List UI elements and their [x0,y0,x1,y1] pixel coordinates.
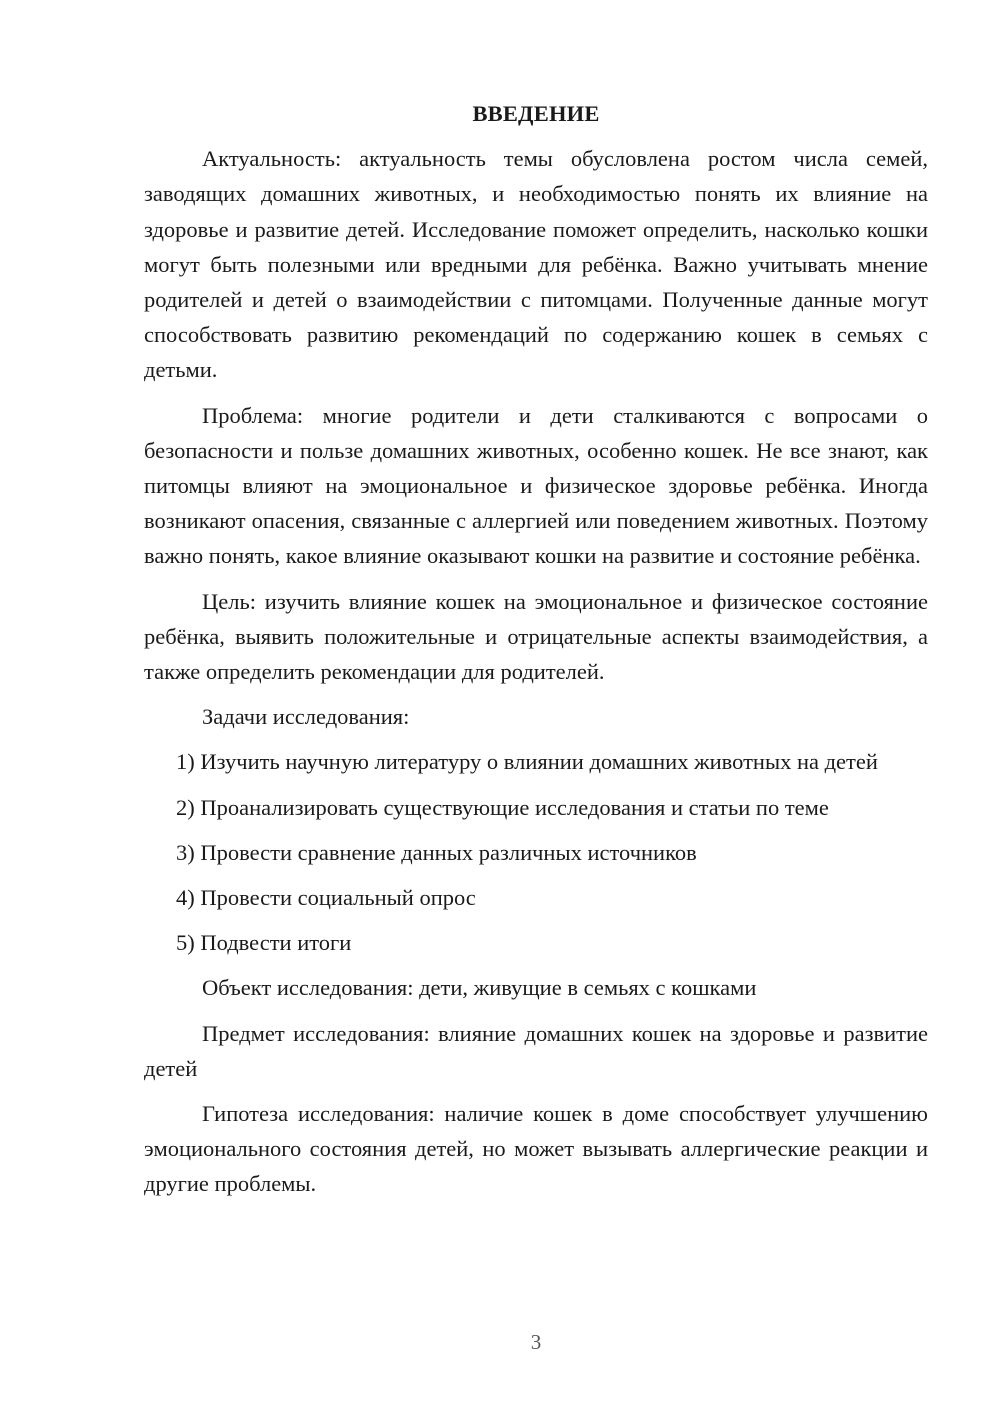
relevance-paragraph: Актуальность: актуальность темы обусловлена ростом числа семей, заводящих домашних животных, и необходимостью понять их влияние на здоровье и развитие детей. Исследование поможет определить, насколько кошки могут быть полезными или вредными для ребёнка. Важно учитывать мнение родителей и детей о взаимодействии с питомцами. Полученные данные могут способствовать развитию рекомендаций по содержанию кошек в семьях с детьми. [144,146,928,383]
tasks-heading: Задачи исследования: [202,704,410,730]
task-item: 1) Изучить научную литературу о влиянии домашних животных на детей [176,749,878,775]
research-subject-paragraph: Предмет исследования: влияние домашних кошек на здоровье и развитие детей [144,1020,928,1081]
task-item: 3) Провести сравнение данных различных источников [176,839,697,865]
problem-paragraph: Проблема: многие родители и дети сталкиваются с вопросами о безопасности и пользе домашних животных, особенно кошек. Не все знают, как питомцы влияют на эмоциональное и физическое здоровье ребёнка. Иногда возникают опасения, связанные с аллергией или поведением животных. Поэтому важно понять, какое влияние оказывают кошки на развитие и состояние ребёнка. [144,402,928,569]
goal-paragraph: Цель: изучить влияние кошек на эмоциональное и физическое состояние ребёнка, выявить положительные и отрицательные аспекты взаимодействия, а также определить рекомендации для родителей. [144,588,928,685]
page-content [144,96,928,1212]
page-number: 3 [530,1330,542,1354]
page-title: ВВЕДЕНИЕ [472,101,600,126]
task-item: 5) Подвести итоги [176,930,352,956]
task-item: 4) Провести социальный опрос [176,885,476,911]
research-object-paragraph: Объект исследования: дети, живущие в семьях с кошками [202,975,757,1001]
hypothesis-paragraph: Гипотеза исследования: наличие кошек в доме способствует улучшению эмоционального состояния детей, но может вызывать аллергические реакции и другие проблемы. [144,1101,928,1197]
task-item: 2) Проанализировать существующие исследования и статьи по теме [176,794,829,820]
